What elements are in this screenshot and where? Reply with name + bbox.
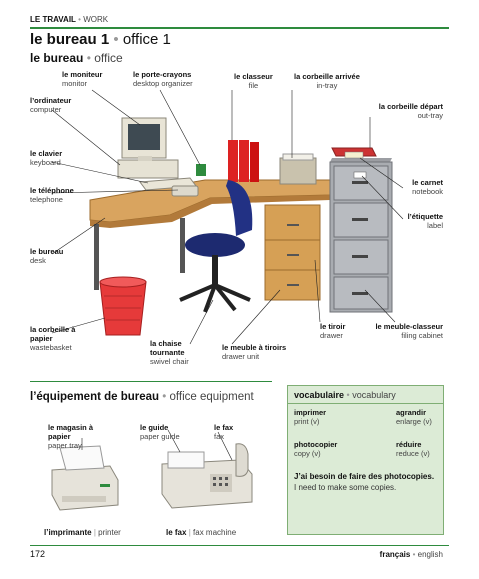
caption-fax-machine-fr: le fax — [166, 528, 187, 537]
label-keyboard-fr: le clavier — [30, 149, 63, 158]
vocab-phrase — [294, 472, 439, 493]
page-subtitle-fr: le bureau — [30, 51, 84, 65]
equipment-heading-en: office equipment — [169, 391, 254, 403]
section-divider — [30, 381, 272, 382]
page-number: 172 — [30, 549, 46, 559]
vocab-item-en: print (v) — [294, 417, 320, 426]
label-monitor-en: monitor — [62, 79, 88, 88]
label-paper-tray-fr: le magasin à papier — [48, 423, 94, 441]
label-fax — [214, 423, 233, 441]
label-computer-fr: l’ordinateur — [30, 96, 72, 105]
label-notebook-fr: le carnet — [412, 178, 443, 187]
label-paper-guide — [140, 423, 180, 441]
label-swivel-chair-en: swivel chair — [150, 357, 189, 366]
label-drawer-unit-fr: le meuble à tiroirs — [222, 343, 287, 352]
label-fax-fr: le fax — [214, 423, 234, 432]
separator-dot: • — [78, 15, 81, 24]
label-file — [234, 72, 273, 90]
equipment-heading — [30, 390, 254, 404]
vocab-item-en: copy (v) — [294, 449, 321, 458]
label-keyboard — [30, 149, 62, 167]
pipe-separator: | — [188, 528, 191, 537]
vocab-phrase-fr: J’ai besoin de faire des photocopies. — [294, 472, 435, 481]
label-telephone-fr: le téléphone — [30, 186, 74, 195]
label-in-tray — [294, 72, 360, 90]
label-monitor — [62, 70, 102, 88]
label-out-tray — [379, 102, 443, 120]
vocab-item-en: reduce (v) — [396, 449, 430, 458]
footer-rule — [30, 545, 449, 546]
label-desktop-organizer-en: desktop organizer — [133, 79, 193, 88]
label-label — [408, 212, 443, 230]
vocab-item-fr: réduire — [396, 440, 422, 449]
footer-languages — [380, 549, 443, 560]
label-paper-guide-en: paper guide — [140, 432, 180, 441]
vocab-item-fr: photocopier — [294, 440, 338, 449]
label-drawer-fr: le tiroir — [320, 322, 346, 331]
vocab-item — [294, 440, 337, 458]
label-paper-tray-en: paper tray — [48, 441, 82, 450]
vocab-phrase-en: I need to make some copies. — [294, 483, 397, 492]
label-drawer — [320, 322, 345, 340]
pipe-separator: | — [93, 528, 96, 537]
label-filing-cabinet-en: filing cabinet — [401, 331, 443, 340]
separator-dot: • — [412, 550, 416, 559]
equipment-heading-fr: l’équipement de bureau — [30, 391, 160, 403]
label-fax-en: fax — [214, 432, 225, 441]
footer-lang-fr: français — [379, 550, 411, 559]
vocab-item — [396, 408, 432, 426]
vocabulary-title-en: vocabulary — [352, 390, 396, 400]
label-drawer-en: drawer — [320, 331, 343, 340]
label-label-fr: l’étiquette — [407, 212, 443, 221]
caption-fax-machine-en: fax machine — [193, 528, 237, 537]
label-notebook-en: notebook — [412, 187, 443, 196]
label-wastebasket-en: wastebasket — [30, 343, 72, 352]
label-drawer-unit-en: drawer unit — [222, 352, 260, 361]
label-telephone-en: telephone — [30, 195, 63, 204]
caption-fax-machine — [166, 528, 236, 538]
label-swivel-chair-fr: la chaise tournante — [150, 339, 185, 357]
separator-dot: • — [346, 390, 350, 400]
label-wastebasket — [30, 325, 80, 352]
label-filing-cabinet — [375, 322, 443, 340]
label-file-fr: le classeur — [234, 72, 273, 81]
page-subtitle-en: office — [94, 51, 123, 65]
label-paper-tray — [48, 423, 106, 450]
label-desk — [30, 247, 63, 265]
label-out-tray-en: out-tray — [417, 111, 443, 120]
label-filing-cabinet-fr: le meuble-classeur — [375, 322, 443, 331]
vocab-item-en: enlarge (v) — [396, 417, 432, 426]
section-label-en: WORK — [83, 15, 109, 24]
label-paper-guide-fr: le guide — [140, 423, 169, 432]
separator-dot: • — [86, 51, 91, 65]
vocab-item — [396, 440, 430, 458]
caption-printer-en: printer — [98, 528, 121, 537]
label-desktop-organizer — [133, 70, 193, 88]
caption-printer-fr: l’imprimante — [44, 528, 92, 537]
label-wastebasket-fr: la corbeille à papier — [30, 325, 76, 343]
label-file-en: file — [248, 81, 259, 90]
label-telephone — [30, 186, 74, 204]
separator-dot: • — [113, 31, 119, 48]
section-label-fr: LE TRAVAIL — [30, 15, 76, 24]
vocabulary-title — [294, 390, 396, 401]
vocabulary-box — [287, 385, 444, 535]
label-in-tray-fr: la corbeille arrivée — [294, 72, 360, 81]
vocab-item — [294, 408, 326, 426]
label-label-en: label — [427, 221, 443, 230]
footer-lang-en: english — [417, 550, 443, 559]
label-swivel-chair — [150, 339, 194, 366]
label-desk-en: desk — [30, 256, 46, 265]
separator-dot: • — [162, 391, 167, 403]
page-title-en: office 1 — [122, 31, 171, 48]
label-out-tray-fr: la corbeille départ — [378, 102, 443, 111]
label-desktop-organizer-fr: le porte-crayons — [133, 70, 192, 79]
caption-printer — [44, 528, 121, 538]
page-title-fr: le bureau 1 — [30, 31, 110, 48]
label-computer — [30, 96, 71, 114]
vocabulary-rule — [288, 403, 443, 404]
label-drawer-unit — [222, 343, 286, 361]
label-notebook — [412, 178, 443, 196]
label-keyboard-en: keyboard — [30, 158, 61, 167]
label-desk-fr: le bureau — [30, 247, 64, 256]
vocabulary-title-fr: vocabulaire — [294, 390, 345, 400]
label-monitor-fr: le moniteur — [62, 70, 103, 79]
vocab-item-fr: imprimer — [294, 408, 327, 417]
label-computer-en: computer — [30, 105, 62, 114]
label-in-tray-en: in-tray — [316, 81, 338, 90]
vocab-item-fr: agrandir — [396, 408, 427, 417]
